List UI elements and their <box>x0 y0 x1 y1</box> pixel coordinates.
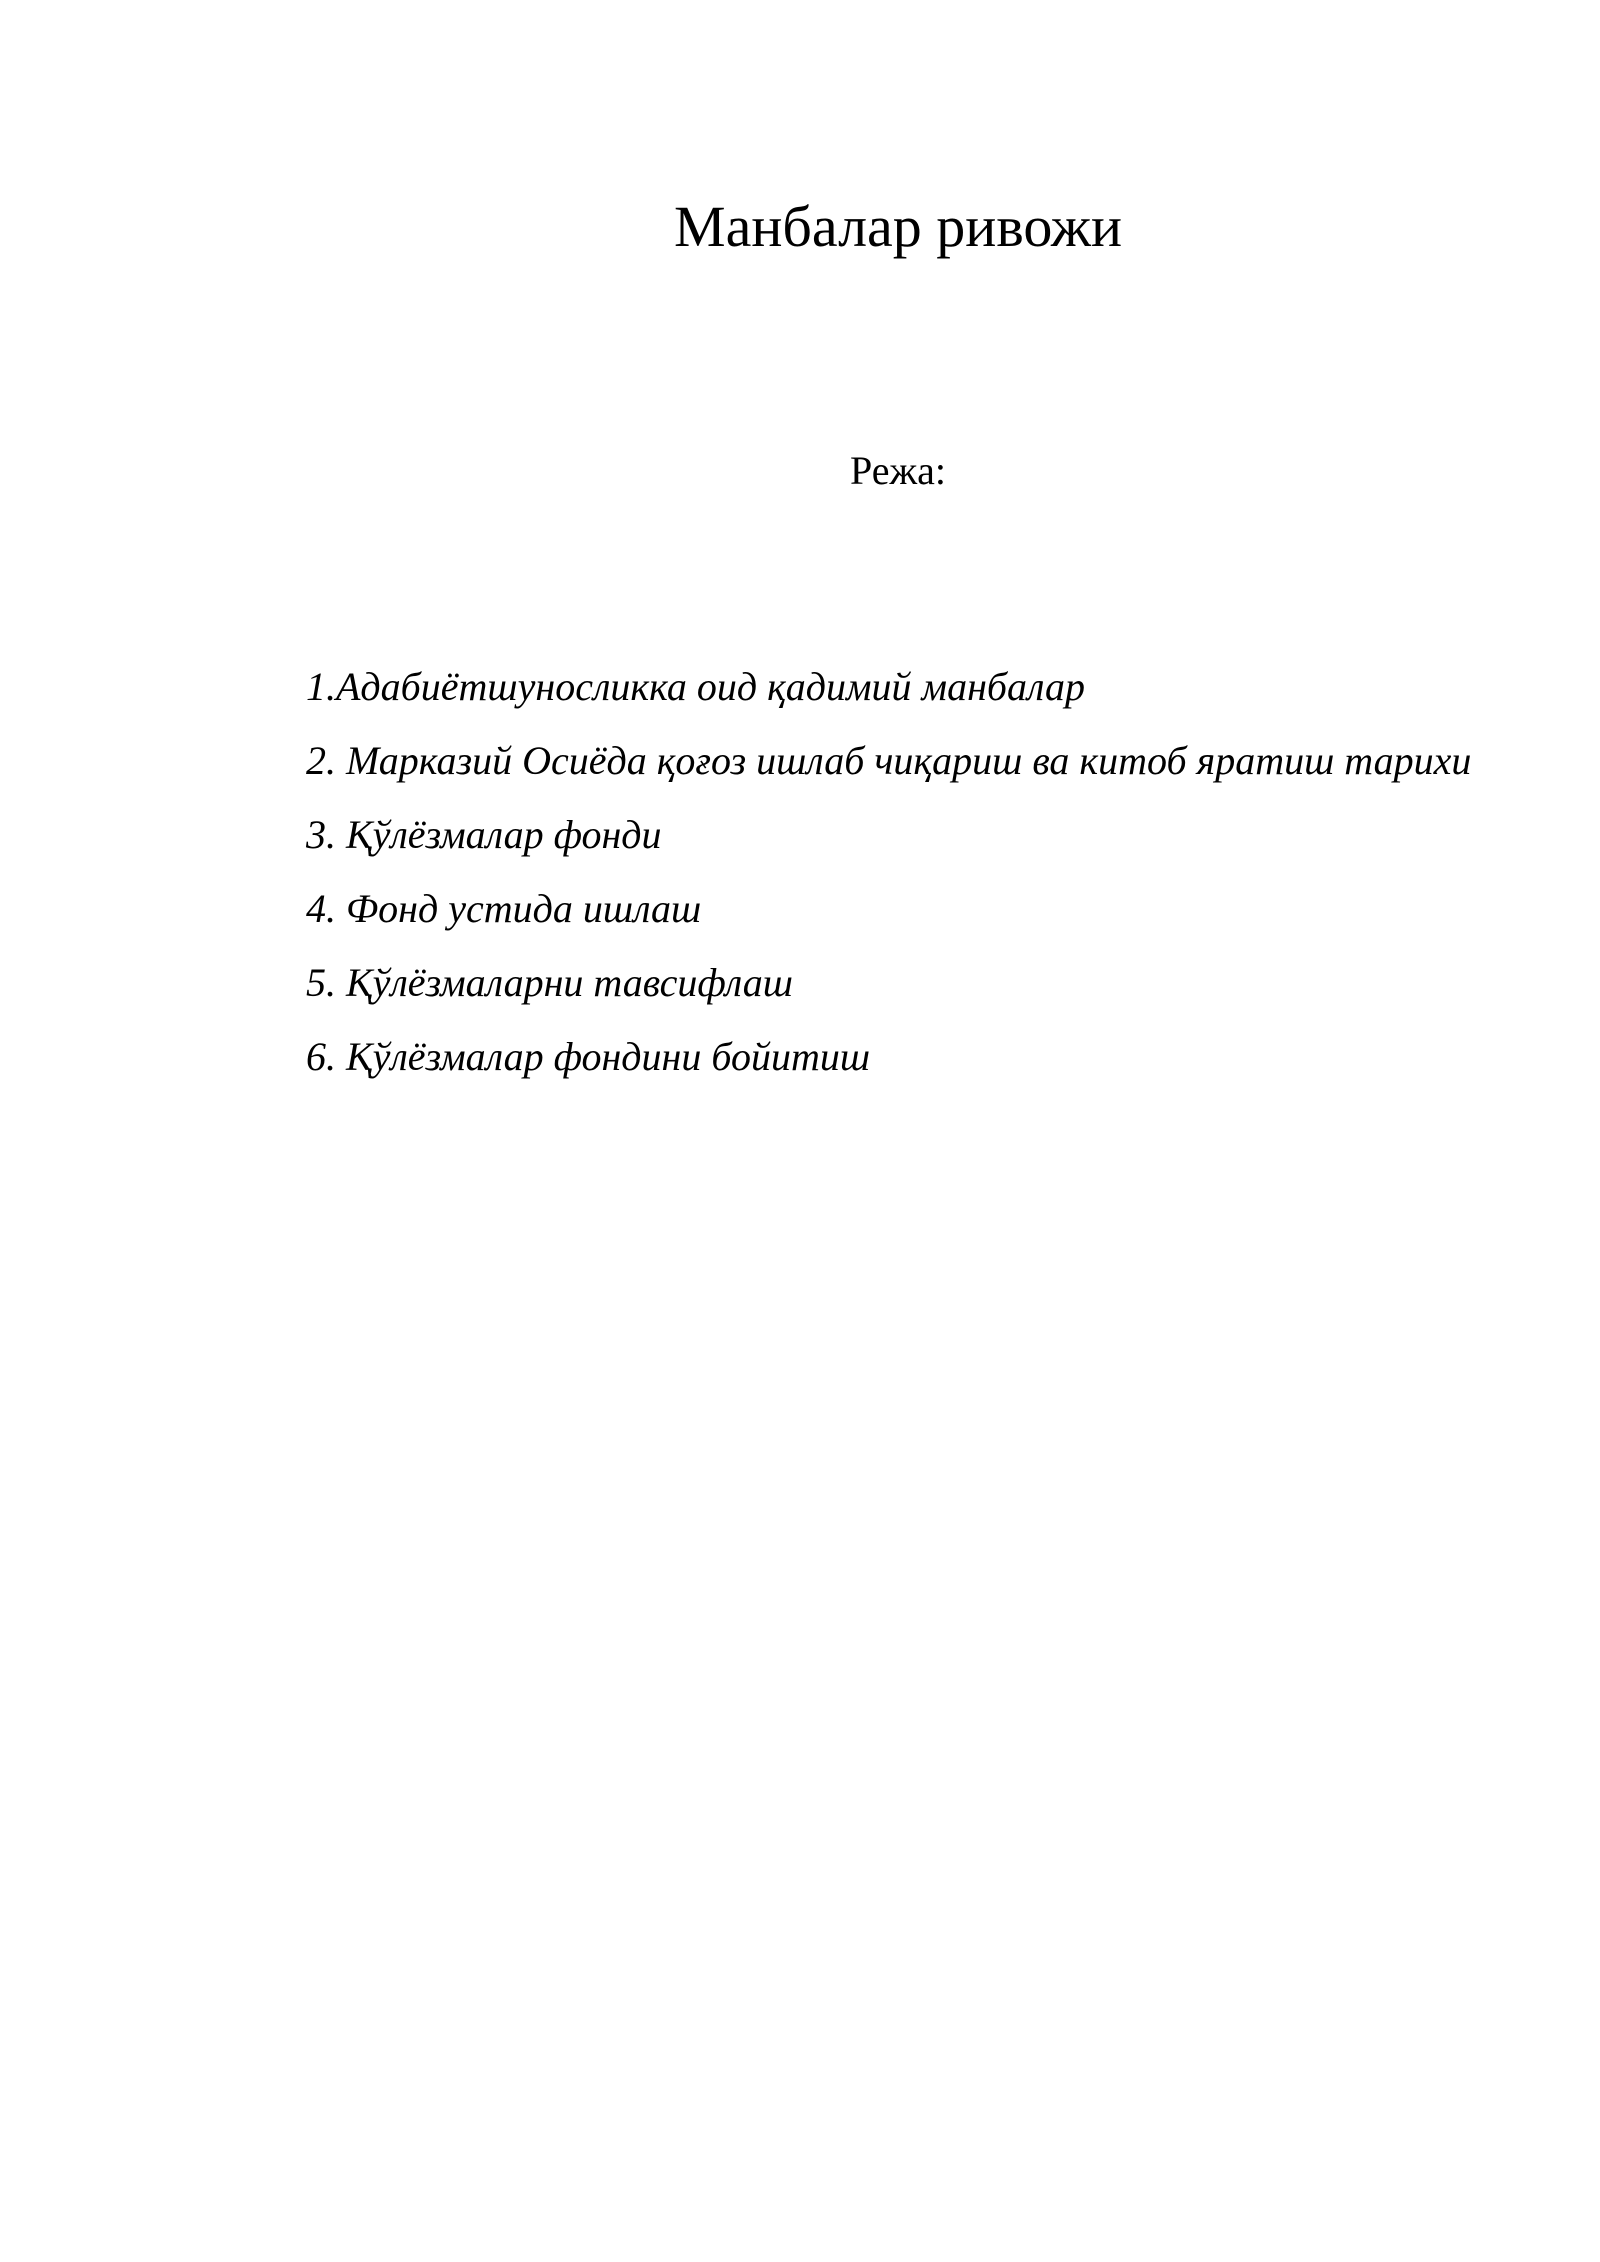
plan-item: 4. Фонд устида ишлаш <box>306 886 702 931</box>
plan-list <box>230 650 1492 1094</box>
plan-item: 6. Қўлёзмалар фондини бойитиш <box>306 1034 871 1079</box>
plan-heading: Режа: <box>850 448 946 493</box>
document-title: Манбалар ривожи <box>674 194 1122 259</box>
plan-item: 3. Қўлёзмалар фонди <box>306 812 662 857</box>
plan-item: 1.Адабиётшуносликка оид қадимий манбалар <box>306 664 1085 709</box>
plan-item: 2. Марказий Осиёда қоғоз ишлаб чиқариш ва китоб яратиш тарихи <box>306 738 1472 783</box>
plan-item: 5. Қўлёзмаларни тавсифлаш <box>306 960 793 1005</box>
